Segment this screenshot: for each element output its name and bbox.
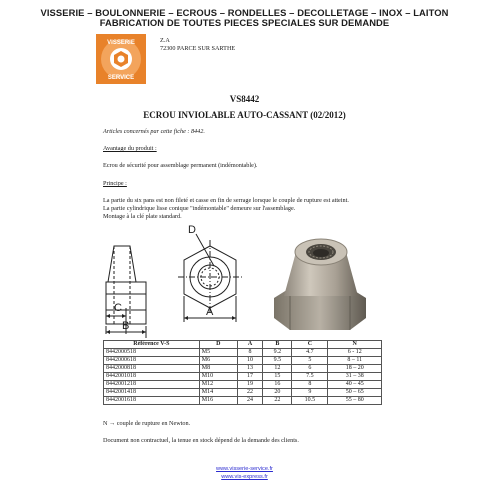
cell-d: M5: [199, 349, 237, 357]
address-line-2: 72300 PARCE SUR SARTHE: [160, 45, 236, 52]
cell-b: 12: [263, 365, 292, 373]
dimension-a-label: A: [206, 306, 214, 318]
website-link-visserie-service[interactable]: www.visserie-service.fr: [216, 466, 273, 472]
cell-c: 9: [292, 389, 328, 397]
cell-c: 7.5: [292, 373, 328, 381]
table-row: [104, 365, 382, 373]
cell-reference: 8442001018: [104, 373, 200, 381]
cell-b: 16: [263, 381, 292, 389]
reference-table: [103, 340, 382, 405]
cell-n: 55 – 80: [328, 397, 382, 405]
product-photo: [266, 226, 374, 336]
doc-title: ECROU INVIOLABLE AUTO-CASSANT (02/2012): [143, 110, 346, 120]
cell-a: 8: [237, 349, 263, 357]
cell-d: M10: [199, 373, 237, 381]
cell-n: 40 – 45: [328, 381, 382, 389]
table-row: [104, 397, 382, 405]
dimension-b-label: B: [122, 320, 130, 332]
cell-reference: 8442000618: [104, 357, 200, 365]
table-header-row: [104, 341, 382, 349]
cell-c: 8: [292, 381, 328, 389]
cell-a: 19: [237, 381, 263, 389]
table-row: [104, 373, 382, 381]
header-c: C: [292, 341, 328, 349]
cell-d: M12: [199, 381, 237, 389]
dimension-c-label: C: [114, 302, 122, 314]
cell-reference: 8442000818: [104, 365, 200, 373]
cell-d: M16: [199, 397, 237, 405]
website-link-vis-express[interactable]: www.vis-express.fr: [221, 474, 268, 480]
principle-line-1: La partie du six pans est non fileté et casse en fin de serrage lorsque le couple de rupture est atteint.: [103, 197, 349, 204]
header-a: A: [237, 341, 263, 349]
cell-n: 8 – 11: [328, 357, 382, 365]
cell-d: M14: [199, 389, 237, 397]
cell-b: 22: [263, 397, 292, 405]
cell-reference: 8442001218: [104, 381, 200, 389]
cell-b: 9.2: [263, 349, 292, 357]
cell-n: 31 – 38: [328, 373, 382, 381]
company-logo: [96, 34, 146, 84]
cell-c: 5: [292, 357, 328, 365]
logo-bottom-text: SERVICE: [107, 75, 135, 81]
cell-b: 20: [263, 389, 292, 397]
cell-reference: 8442000518: [104, 349, 200, 357]
table-row: [104, 349, 382, 357]
cell-c: 6: [292, 365, 328, 373]
dimension-d-label: D: [188, 224, 196, 236]
articles-text: Articles concernés par cette fiche : 8442.: [103, 128, 205, 135]
principle-line-2: La partie cylindrique lisse conique "indémontable" demeure sur l'assemblage.: [103, 205, 296, 212]
cell-n: 18 – 20: [328, 365, 382, 373]
cell-b: 15: [263, 373, 292, 381]
cell-a: 13: [237, 365, 263, 373]
logo-top-text: VISSERIE: [107, 40, 135, 46]
cell-reference: 8442001418: [104, 389, 200, 397]
cell-b: 9.5: [263, 357, 292, 365]
principle-heading: Principe :: [103, 180, 127, 187]
cell-n: 50 – 65: [328, 389, 382, 397]
note-n: N → couple de rupture en Newton.: [103, 420, 191, 427]
address-line-1: Z.A: [160, 37, 170, 44]
principle-line-3: Montage à la clé plate standard.: [103, 213, 182, 220]
cell-d: M6: [199, 357, 237, 365]
cell-a: 17: [237, 373, 263, 381]
cell-c: 10.5: [292, 397, 328, 405]
cell-reference: 8442001618: [104, 397, 200, 405]
cell-a: 22: [237, 389, 263, 397]
header-b: B: [263, 341, 292, 349]
header-n: N: [328, 341, 382, 349]
table-row: [104, 357, 382, 365]
table-row: [104, 389, 382, 397]
header-d: D: [199, 341, 237, 349]
header-line-2: FABRICATION DE TOUTES PIECES SPECIALES SUR DEMANDE: [99, 17, 390, 28]
cell-c: 4.7: [292, 349, 328, 357]
technical-drawing: [100, 222, 260, 340]
disclaimer-text: Document non contractuel, la tenue en stock dépend de la demande des clients.: [103, 437, 299, 444]
header-line-1: VISSERIE – BOULONNERIE – ECROUS – RONDELLES – DECOLLETAGE – INOX – LAITON: [40, 7, 449, 18]
advantage-heading: Avantage du produit :: [103, 145, 157, 152]
advantage-text: Ecrou de sécurité pour assemblage permanent (indémontable).: [103, 162, 258, 169]
cell-a: 24: [237, 397, 263, 405]
table-row: [104, 381, 382, 389]
cell-d: M8: [199, 365, 237, 373]
cell-a: 10: [237, 357, 263, 365]
doc-code: VS8442: [229, 94, 260, 104]
cell-n: 6 - 12: [328, 349, 382, 357]
header-reference: Référence V-S: [104, 341, 200, 349]
